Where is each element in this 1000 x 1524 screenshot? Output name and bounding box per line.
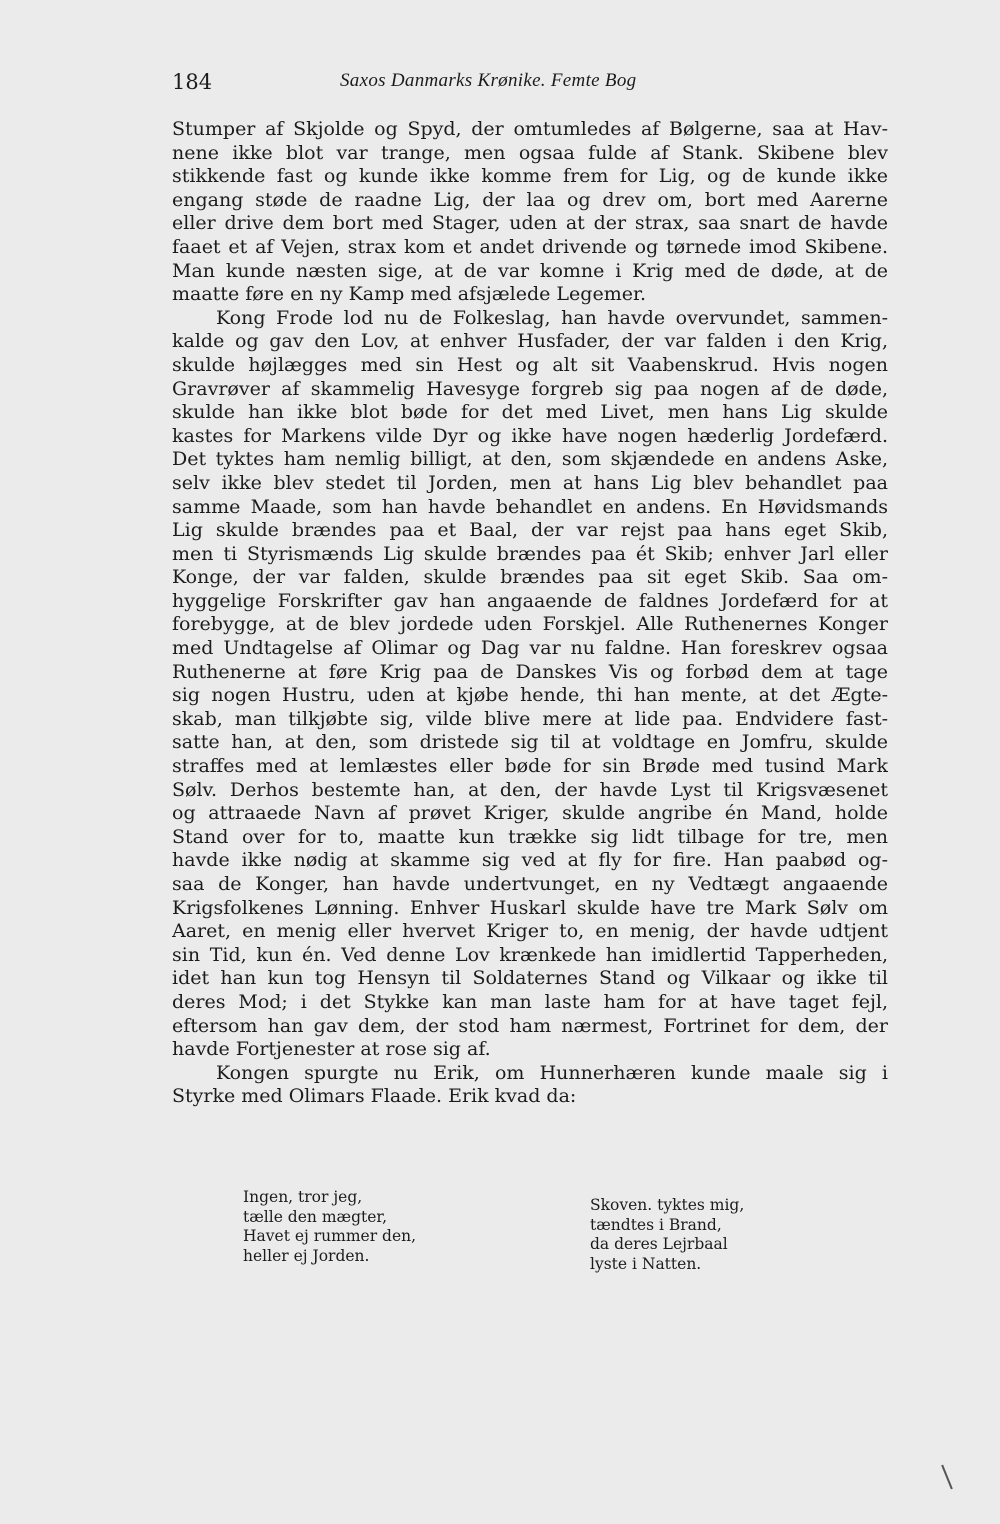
running-head: Saxos Danmarks Krønike. Femte Bog bbox=[340, 70, 637, 91]
verse-stanza-right bbox=[590, 1196, 744, 1274]
text-line: engang støde de raadne Lig, der laa og drev om, bort med Aarerne bbox=[172, 188, 888, 211]
text-line: Kongen spurgte nu Erik, om Hunnerhæren kunde maale sig i bbox=[216, 1061, 888, 1084]
text-line: Aaret, en menig eller hvervet Kriger to, en menig, der havde udtjent bbox=[172, 920, 888, 943]
text-line: skulde højlægges med sin Hest og alt sit Vaabenskrud. Hvis nogen bbox=[172, 353, 888, 376]
text-line: Stumper af Skjolde og Spyd, der omtumledes af Bølgerne, saa at Hav- bbox=[172, 118, 888, 140]
text-line: idet han kun tog Hensyn til Soldaternes Stand og Vilkaar og ikke til bbox=[172, 967, 888, 990]
verse-line: heller ej Jorden. bbox=[243, 1246, 370, 1265]
verse-stanza-left bbox=[243, 1188, 416, 1266]
verse-line: tændtes i Brand, bbox=[590, 1215, 722, 1234]
text-line: maatte føre en ny Kamp med afsjælede Legemer. bbox=[172, 283, 646, 306]
text-line: kastes for Markens vilde Dyr og ikke have nogen hæderlig Jordefærd. bbox=[172, 424, 888, 447]
body-text bbox=[172, 118, 888, 1109]
verse-line: Havet ej rummer den, bbox=[243, 1227, 417, 1245]
text-line: Ruthenerne at føre Krig paa de Danskes Vis og forbød dem at tage bbox=[172, 660, 888, 683]
text-line: Gravrøver af skammelig Havesyge forgreb sig paa nogen af de døde, bbox=[172, 377, 888, 400]
text-line: Stand over for to, maatte kun trække sig lidt tilbage for tre, men bbox=[172, 825, 888, 848]
verse-line: tælle den mægter, bbox=[243, 1207, 388, 1226]
text-line: eftersom han gav dem, der stod ham nærmest, Fortrinet for dem, der bbox=[172, 1014, 888, 1037]
verse-line: Ingen, tror jeg, bbox=[243, 1188, 363, 1206]
text-line: Lig skulde brændes paa et Baal, der var rejst paa hans eget Skib, bbox=[172, 519, 888, 542]
text-line: havde ikke nødig at skamme sig ved at fly for fire. Han paabød og- bbox=[172, 849, 888, 872]
text-line: kalde og gav den Lov, at enhver Husfader, der var falden i den Krig, bbox=[172, 330, 888, 353]
text-line: nene ikke blot var trange, men ogsaa fulde af Stank. Skibene blev bbox=[172, 141, 888, 164]
text-line: sig nogen Hustru, uden at kjøbe hende, thi han mente, at det Ægte- bbox=[172, 684, 888, 707]
page-number: 184 bbox=[172, 70, 213, 94]
text-line: straffes med at lemlæstes eller bøde for sin Brøde med tusind Mark bbox=[172, 755, 888, 778]
text-line: men ti Styrismænds Lig skulde brændes paa ét Skib; enhver Jarl eller bbox=[172, 542, 888, 565]
verse-line: lyste i Natten. bbox=[590, 1254, 702, 1273]
text-line: Det tyktes ham nemlig billigt, at den, som skjændede en andens Aske, bbox=[172, 448, 888, 471]
text-line: satte han, at den, som dristede sig til at voldtage en Jomfru, skulde bbox=[172, 731, 888, 754]
margin-mark bbox=[941, 1465, 953, 1490]
text-line: Man kunde næsten sige, at de var komne i Krig med de døde, at de bbox=[172, 259, 888, 282]
verse-line: Skoven. tyktes mig, bbox=[590, 1196, 745, 1214]
text-line: havde Fortjenester at rose sig af. bbox=[172, 1038, 491, 1061]
text-line: med Undtagelse af Olimar og Dag var nu faldne. Han foreskrev ogsaa bbox=[172, 637, 888, 660]
text-line: faaet et af Vejen, strax kom et andet drivende og tørnede imod Skibene. bbox=[172, 235, 888, 258]
text-line: saa de Konger, han havde undertvunget, en ny Vedtægt angaaende bbox=[172, 873, 888, 895]
text-line: hyggelige Forskrifter gav han angaaende de faldnes Jordefærd for at bbox=[172, 589, 888, 612]
text-line: eller drive dem bort med Stager, uden at der strax, saa snart de havde bbox=[172, 212, 888, 235]
text-line: skab, man tilkjøbte sig, vilde blive mere at lide paa. Endvidere fast- bbox=[172, 707, 888, 730]
text-line: Konge, der var falden, skulde brændes paa sit eget Skib. Saa om- bbox=[172, 566, 888, 589]
text-line: Styrke med Olimars Flaade. Erik kvad da: bbox=[172, 1085, 577, 1108]
text-line: samme Maade, som han havde behandlet en andens. En Høvidsmands bbox=[172, 495, 888, 518]
text-line: stikkende fast og kunde ikke komme frem for Lig, og de kunde ikke bbox=[172, 165, 888, 188]
text-line: selv ikke blev stedet til Jorden, men at hans Lig blev behandlet paa bbox=[172, 471, 888, 494]
text-line: forebygge, at de blev jordede uden Forskjel. Alle Ruthenernes Konger bbox=[172, 613, 888, 636]
text-line: og attraaede Navn af prøvet Kriger, skulde angribe én Mand, holde bbox=[172, 802, 888, 825]
text-line: skulde han ikke blot bøde for det med Livet, men hans Lig skulde bbox=[172, 401, 888, 424]
text-line: sin Tid, kun én. Ved denne Lov krænkede han imidlertid Tapperheden, bbox=[172, 943, 888, 966]
text-line: Kong Frode lod nu de Folkeslag, han havde overvundet, sammen- bbox=[216, 306, 888, 329]
text-line: Krigsfolkenes Lønning. Enhver Huskarl skulde have tre Mark Sølv om bbox=[172, 896, 888, 919]
verse-line: da deres Lejrbaal bbox=[590, 1235, 728, 1253]
text-line: deres Mod; i det Stykke kan man laste ham for at have taget fejl, bbox=[172, 990, 888, 1013]
text-line: Sølv. Derhos bestemte han, at den, der havde Lyst til Krigsvæsenet bbox=[172, 778, 888, 801]
